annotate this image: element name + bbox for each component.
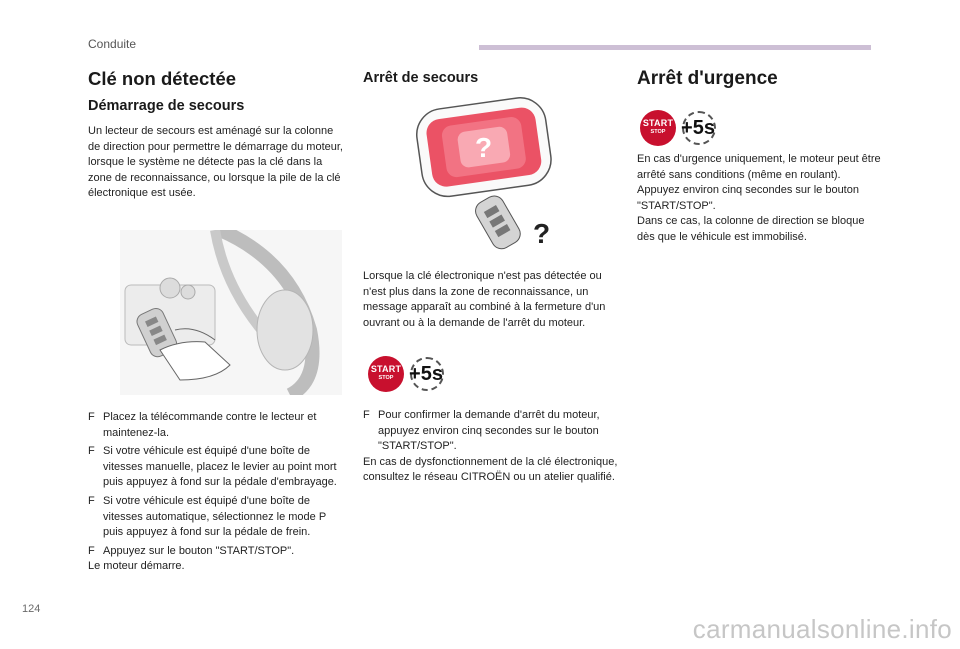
section-heading-arret-urgence: Arrêt d'urgence bbox=[637, 68, 778, 89]
urgence-paragraph-2: Dans ce cas, la colonne de direction se bloque dès que le véhicule est immobilisé. bbox=[637, 215, 865, 243]
question-mark-car: ? bbox=[475, 132, 493, 163]
steering-column-illustration bbox=[120, 230, 342, 395]
car-detection-illustration bbox=[400, 95, 570, 260]
bullet-marker: F bbox=[88, 544, 95, 557]
section-heading-demarrage: Démarrage de secours bbox=[88, 98, 245, 114]
watermark: carmanualsonline.info bbox=[692, 614, 952, 644]
column-cle-non-detectee bbox=[88, 68, 343, 202]
closing-text: En cas de dysfonctionnement de la clé électronique, consultez le réseau CITROËN ou un atelier qualifié. bbox=[363, 455, 618, 484]
section-heading-arret-secours: Arrêt de secours bbox=[363, 70, 479, 86]
column2-text bbox=[363, 269, 618, 331]
five-seconds-icon: +5s bbox=[674, 116, 722, 140]
bullet-marker: F bbox=[88, 411, 95, 423]
page-title: Clé non détectée bbox=[88, 68, 237, 89]
start-stop-icon: START STOP bbox=[640, 110, 676, 146]
detection-paragraph: Lorsque la clé électronique n'est pas détectée ou n'est plus dans la zone de reconnaissance, un message apparaît au combiné à la fermeture d'un ouvrant ou à la demande de l'arrêt du moteur. bbox=[363, 270, 606, 329]
bullet-marker: F bbox=[88, 445, 95, 458]
column-arret-urgence bbox=[637, 68, 882, 98]
question-mark-key: ? bbox=[533, 218, 551, 249]
bullet-marker: F bbox=[88, 494, 95, 507]
list-item: F Si votre véhicule est équipé d'une boîte de vitesses manuelle, placez le levier au point mort puis appuyez à fond sur la pédale d'embrayage. bbox=[88, 445, 337, 489]
column-arret-secours bbox=[363, 68, 618, 96]
column3-text bbox=[637, 152, 882, 246]
list-item: F Appuyez sur le bouton "START/STOP". bbox=[88, 544, 343, 560]
section-title: Conduite bbox=[88, 37, 137, 51]
five-seconds-icon: +5s bbox=[402, 362, 450, 386]
list-item: F Pour confirmer la demande d'arrêt du moteur, appuyez environ cinq secondes sur le bouton "START/STOP". bbox=[363, 409, 600, 453]
column1-steps bbox=[88, 410, 343, 575]
steps-list bbox=[88, 410, 343, 559]
urgence-paragraph: En cas d'urgence uniquement, le moteur peut être arrêté sans conditions (même en roulant). Appuyez environ cinq secondes sur le bouton "START/STOP". bbox=[637, 153, 881, 212]
bullet-marker: F bbox=[363, 409, 370, 421]
closing-text: Le moteur démarre. bbox=[88, 560, 185, 573]
steps-list bbox=[363, 408, 618, 455]
column2-steps bbox=[363, 408, 618, 486]
intro-paragraph: Un lecteur de secours est aménagé sur la colonne de direction pour permettre le démarrage du moteur, lorsque le système ne détecte pas la clé dans la zone de reconnaissance, ou lorsque la pile de la clé électronique est usée. bbox=[88, 125, 343, 200]
start-stop-icon: START STOP bbox=[368, 356, 404, 392]
list-item: F Placez la télécommande contre le lecteur et maintenez-la. bbox=[88, 411, 317, 439]
list-item: F Si votre véhicule est équipé d'une boîte de vitesses automatique, sélectionnez le mode P puis appuyez à fond sur la pédale de frein. bbox=[88, 494, 326, 539]
page-number: 124 bbox=[22, 603, 41, 615]
header-accent-bar bbox=[479, 45, 871, 50]
